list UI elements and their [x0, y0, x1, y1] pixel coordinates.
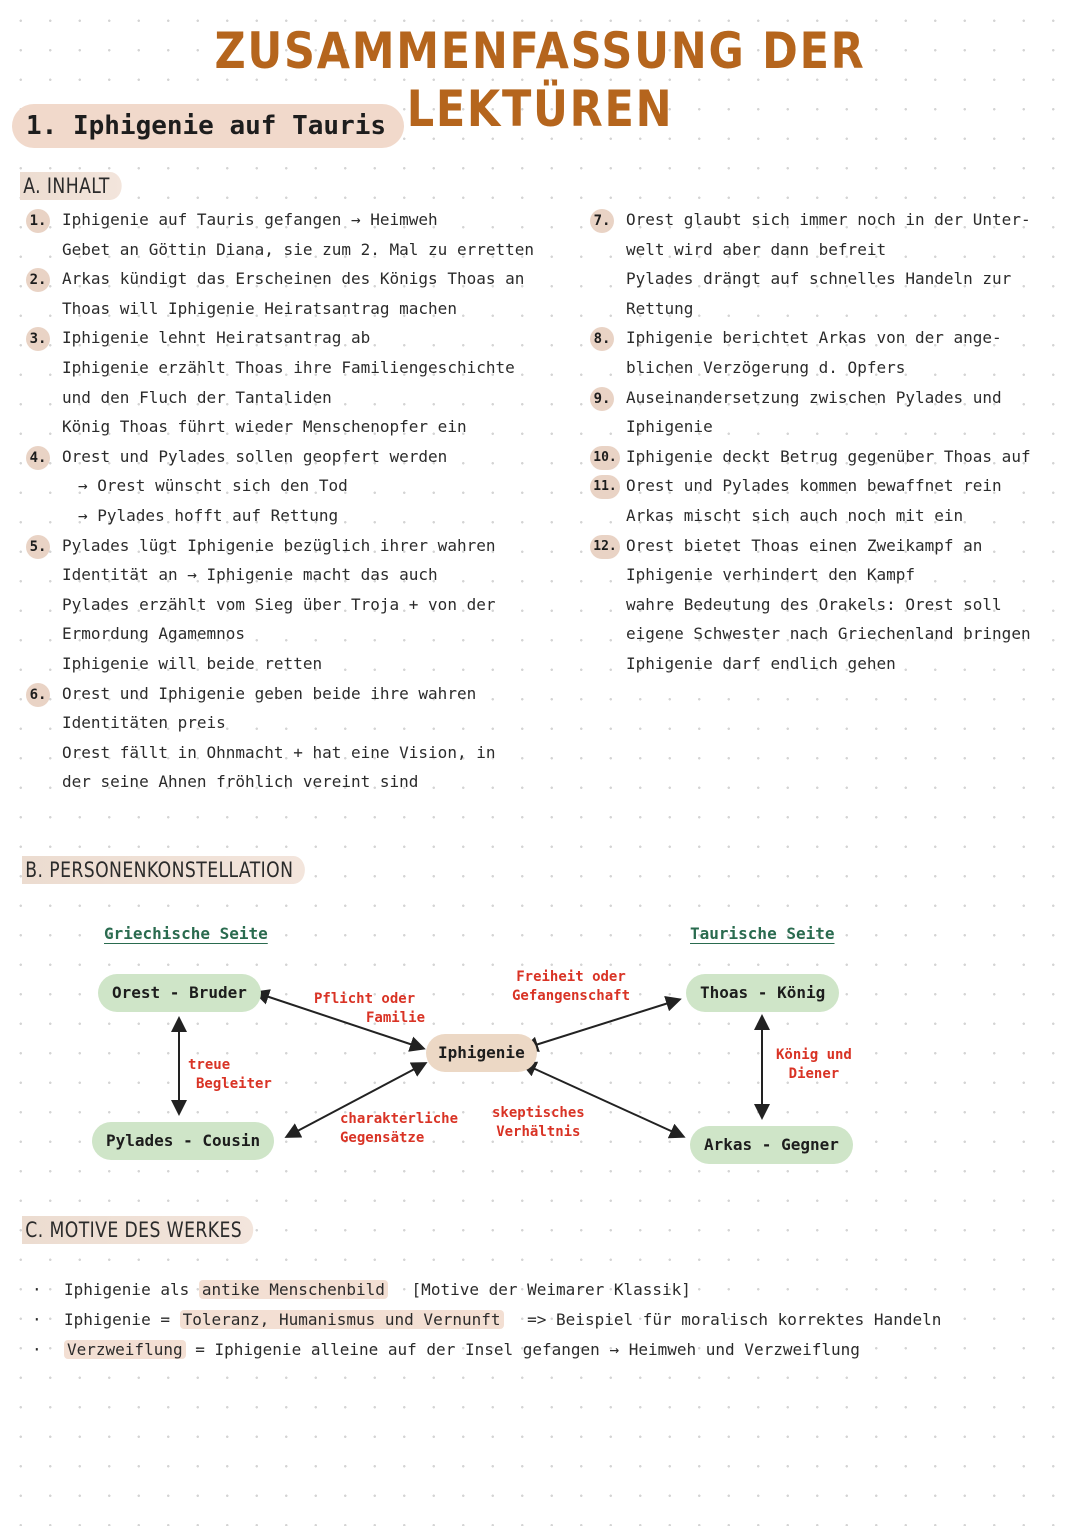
inhalt-line: Orest und Pylades kommen bewaffnet rein	[626, 476, 1002, 496]
node-thoas: Thoas - König	[686, 974, 839, 1012]
motive-line-3: Verzweiflung = Iphigenie alleine auf der Insel gefangen → Heimweh und Verzweiflung	[64, 1340, 860, 1362]
inhalt-line: Iphigenie erzählt Thoas ihre Familiengeschichte	[62, 358, 515, 377]
item-number: 5.	[26, 535, 50, 559]
label-koenig: König und Diener	[776, 1047, 852, 1082]
node-orest: Orest - Bruder	[98, 974, 261, 1012]
inhalt-line: blichen Verzögerung d. Opfers	[626, 358, 906, 377]
inhalt-line: welt wird aber dann befreit	[626, 239, 887, 259]
item-number: 4.	[26, 446, 50, 470]
inhalt-line: Iphigenie	[626, 417, 713, 437]
label-treue: treue Begleiter	[188, 1057, 272, 1092]
arrow-iphigenie-thoas	[526, 1000, 678, 1048]
item-number: 2.	[26, 268, 50, 292]
item-number: 3.	[26, 327, 50, 351]
greek-side-label: Griechische Seite	[104, 924, 268, 943]
item-number: 7.	[590, 209, 614, 233]
inhalt-line: Iphigenie verhindert den Kampf	[626, 565, 915, 585]
inhalt-line: Iphigenie auf Tauris gefangen → Heimweh	[62, 210, 438, 229]
heading-personen: B. PERSONENKONSTELLATION	[22, 858, 305, 882]
heading-motive: C. MOTIVE DES WERKES	[22, 1218, 254, 1242]
inhalt-line: Orest glaubt sich immer noch in der Unter-	[626, 210, 1031, 229]
inhalt-line: Iphigenie lehnt Heiratsantrag ab	[62, 328, 371, 348]
inhalt-line: Orest und Iphigenie geben beide ihre wahren	[62, 683, 477, 703]
inhalt-line: Orest bietet Thoas einen Zweikampf an	[626, 535, 983, 555]
inhalt-line: Iphigenie darf endlich gehen	[626, 654, 896, 673]
inhalt-line: Auseinandersetzung zwischen Pylades und	[626, 387, 1002, 407]
inhalt-line: wahre Bedeutung des Orakels: Orest soll	[626, 594, 1002, 614]
inhalt-line: Identitäten preis	[62, 713, 226, 733]
label-pflicht: Pflicht oder Familie	[314, 991, 426, 1026]
inhalt-line: → Orest wünscht sich den Tod	[78, 476, 348, 496]
inhalt-line: Arkas mischt sich auch noch mit ein	[626, 506, 964, 525]
inhalt-line: → Pylades hofft auf Rettung	[78, 506, 339, 525]
item-number: 1.	[26, 209, 50, 233]
inhalt-line: Iphigenie berichtet Arkas von der ange-	[626, 328, 1002, 348]
inhalt-line: Arkas kündigt das Erscheinen des Königs Thoas an	[62, 269, 525, 289]
inhalt-line: eigene Schwester nach Griechenland bringen	[626, 624, 1031, 644]
inhalt-line: Pylades erzählt vom Sieg über Troja + von der	[62, 594, 496, 614]
heading-inhalt: A. INHALT	[20, 174, 121, 198]
inhalt-line: Iphigenie will beide retten	[62, 654, 323, 673]
inhalt-line: Orest und Pylades sollen geopfert werden	[62, 446, 448, 466]
node-iphigenie: Iphigenie	[426, 1034, 537, 1072]
inhalt-line: Ermordung Agamemnos	[62, 624, 246, 644]
inhalt-line: Pylades lügt Iphigenie bezüglich ihrer wahren	[62, 535, 496, 555]
node-arkas: Arkas - Gegner	[690, 1126, 853, 1164]
item-number: 6.	[26, 683, 50, 707]
inhalt-line: Iphigenie deckt Betrug gegenüber Thoas auf	[626, 446, 1031, 466]
item-number: 11.	[590, 475, 620, 499]
inhalt-line: Rettung	[626, 298, 694, 318]
inhalt-line: der seine Ahnen fröhlich vereint sind	[62, 772, 419, 792]
inhalt-line: Orest fällt in Ohnmacht + hat eine Vision, in	[62, 742, 496, 762]
motive-line-1: Iphigenie als antike Menschenbild [Motive der Weimarer Klassik]	[64, 1280, 691, 1299]
inhalt-line: Pylades drängt auf schnelles Handeln zur	[626, 269, 1012, 289]
item-number: 8.	[590, 327, 614, 351]
label-charakter: charakterliche Gegensätze	[340, 1111, 459, 1146]
node-pylades: Pylades - Cousin	[92, 1122, 274, 1160]
motive-line-2: Iphigenie = Toleranz, Humanismus und Vernunft => Beispiel für moralisch korrektes Handeln	[64, 1310, 942, 1329]
item-number: 10.	[590, 446, 620, 470]
label-skeptisch: skeptisches Verhältnis	[492, 1105, 585, 1140]
item-number: 9.	[590, 387, 614, 411]
page-title: ZUSAMMENFASSUNG DER LEKTÜREN	[214, 22, 866, 138]
inhalt-line: Gebet an Göttin Diana, sie zum 2. Mal zu erretten	[62, 239, 535, 259]
taurian-side-label: Taurische Seite	[690, 924, 835, 943]
section-title: 1. Iphigenie auf Tauris	[12, 104, 404, 148]
inhalt-line: König Thoas führt wieder Menschenopfer ein	[62, 417, 467, 437]
inhalt-line: Thoas will Iphigenie Heiratsantrag machen	[62, 298, 457, 318]
item-number: 12.	[590, 535, 620, 559]
inhalt-line: und den Fluch der Tantaliden	[62, 387, 332, 407]
label-freiheit: Freiheit oder Gefangenschaft	[512, 969, 631, 1004]
inhalt-line: Identität an → Iphigenie macht das auch	[62, 565, 438, 585]
